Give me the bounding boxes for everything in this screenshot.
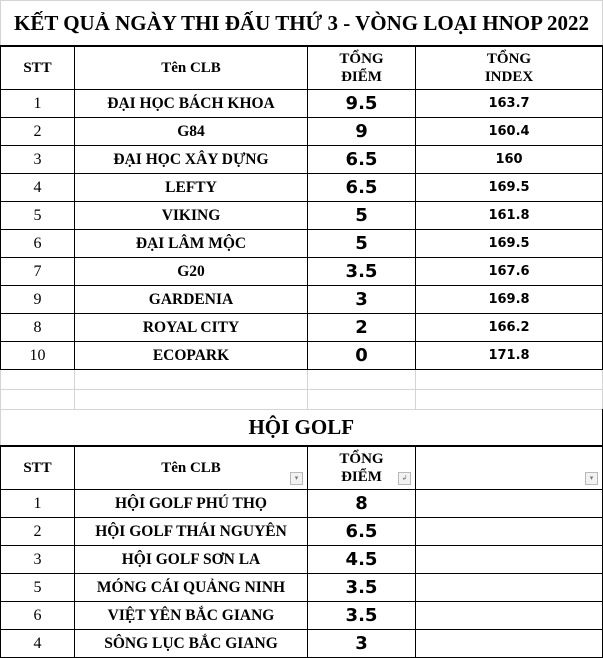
stt-cell[interactable]: 6 [1, 602, 75, 630]
results-row [1, 90, 603, 118]
stt-cell[interactable]: 2 [1, 518, 75, 546]
club-name-cell[interactable]: HỘI GOLF THÁI NGUYÊN [75, 518, 308, 546]
empty-cell[interactable] [416, 390, 603, 410]
club-name-cell[interactable]: VIỆT YÊN BẮC GIANG [75, 602, 308, 630]
empty-cell[interactable] [1, 370, 75, 390]
points-cell[interactable]: 6.5 [308, 146, 416, 174]
golf-row [1, 546, 603, 574]
points-cell[interactable]: 6.5 [308, 174, 416, 202]
points-cell[interactable]: 4.5 [308, 546, 416, 574]
stt-cell[interactable]: 7 [1, 258, 75, 286]
club-name-cell[interactable]: SÔNG LỤC BẮC GIANG [75, 630, 308, 658]
empty-row [1, 390, 603, 410]
club-name-cell[interactable]: ECOPARK [75, 342, 308, 370]
empty-row [1, 370, 603, 390]
results-row [1, 342, 603, 370]
golf-row [1, 602, 603, 630]
results-row [1, 286, 603, 314]
header-index-line2: INDEX [484, 69, 534, 85]
header-points-line2: ĐIỂM [341, 69, 382, 85]
index-cell[interactable]: 169.5 [416, 230, 603, 258]
index-cell[interactable]: 166.2 [416, 314, 603, 342]
index-cell[interactable]: 160 [416, 146, 603, 174]
header-stt: STT [1, 46, 75, 90]
results-row [1, 202, 603, 230]
index-cell[interactable]: 163.7 [416, 90, 603, 118]
results-title: KẾT QUẢ NGÀY THI ĐẤU THỨ 3 - VÒNG LOẠI HNOP 2022 [1, 1, 603, 47]
stt-cell[interactable]: 4 [1, 174, 75, 202]
header-points [308, 46, 416, 90]
results-row [1, 174, 603, 202]
club-name-cell[interactable]: G20 [75, 258, 308, 286]
stt-cell[interactable]: 1 [1, 90, 75, 118]
results-row [1, 118, 603, 146]
golf-header-extra [416, 446, 603, 490]
points-cell[interactable]: 9 [308, 118, 416, 146]
golf-row [1, 490, 603, 518]
filter-dropdown-icon[interactable]: ▾ [290, 472, 303, 485]
header-club: Tên CLB [75, 46, 308, 90]
blank-cell[interactable] [416, 546, 603, 574]
club-name-cell[interactable]: GARDENIA [75, 286, 308, 314]
club-name-cell[interactable]: G84 [75, 118, 308, 146]
stt-cell[interactable]: 6 [1, 230, 75, 258]
points-cell[interactable]: 2 [308, 314, 416, 342]
golf-header-row [1, 446, 603, 490]
points-cell[interactable]: 9.5 [308, 90, 416, 118]
club-name-cell[interactable]: HỘI GOLF SƠN LA [75, 546, 308, 574]
header-index [416, 46, 603, 90]
golf-header-club-label: Tên CLB [161, 460, 221, 476]
index-cell[interactable]: 167.6 [416, 258, 603, 286]
stt-cell[interactable]: 3 [1, 146, 75, 174]
points-cell[interactable]: 6.5 [308, 518, 416, 546]
blank-cell[interactable] [416, 518, 603, 546]
index-cell[interactable]: 161.8 [416, 202, 603, 230]
club-name-cell[interactable]: ĐẠI HỌC BÁCH KHOA [75, 90, 308, 118]
blank-cell[interactable] [416, 490, 603, 518]
empty-cell[interactable] [308, 370, 416, 390]
golf-row [1, 518, 603, 546]
header-points-line1: TỔNG [339, 51, 384, 67]
club-name-cell[interactable]: ĐẠI LÂM MỘC [75, 230, 308, 258]
stt-cell[interactable]: 5 [1, 574, 75, 602]
results-header-row [1, 46, 603, 90]
points-cell[interactable]: 5 [308, 202, 416, 230]
blank-cell[interactable] [416, 630, 603, 658]
results-row [1, 314, 603, 342]
stt-cell[interactable]: 9 [1, 286, 75, 314]
points-cell[interactable]: 0 [308, 342, 416, 370]
empty-cell[interactable] [75, 390, 308, 410]
points-cell[interactable]: 3.5 [308, 258, 416, 286]
results-row [1, 258, 603, 286]
empty-cell[interactable] [308, 390, 416, 410]
golf-header-points-line1: TỔNG [339, 451, 384, 467]
filter-dropdown-icon[interactable]: ▾ [585, 472, 598, 485]
stt-cell[interactable]: 1 [1, 490, 75, 518]
stt-cell[interactable]: 4 [1, 630, 75, 658]
golf-header-stt: STT [1, 446, 75, 490]
golf-row [1, 630, 603, 658]
club-name-cell[interactable]: HỘI GOLF PHÚ THỌ [75, 490, 308, 518]
club-name-cell[interactable]: LEFTY [75, 174, 308, 202]
stt-cell[interactable]: 3 [1, 546, 75, 574]
golf-header-points-line2: ĐIỂM [341, 469, 382, 485]
club-name-cell[interactable]: ROYAL CITY [75, 314, 308, 342]
results-row [1, 146, 603, 174]
index-cell[interactable]: 169.5 [416, 174, 603, 202]
points-cell[interactable]: 5 [308, 230, 416, 258]
points-cell[interactable]: 3.5 [308, 602, 416, 630]
club-name-cell[interactable]: MÓNG CÁI QUẢNG NINH [75, 574, 308, 602]
club-name-cell[interactable]: ĐẠI HỌC XÂY DỰNG [75, 146, 308, 174]
index-cell[interactable]: 160.4 [416, 118, 603, 146]
sort-descending-icon[interactable]: ↲ [398, 472, 411, 485]
blank-cell[interactable] [416, 602, 603, 630]
header-index-line1: TỔNG [486, 51, 532, 67]
empty-cell[interactable] [416, 370, 603, 390]
golf-header-club [75, 446, 308, 490]
golf-header-points [308, 446, 416, 490]
club-name-cell[interactable]: VIKING [75, 202, 308, 230]
stt-cell[interactable]: 10 [1, 342, 75, 370]
stt-cell[interactable]: 5 [1, 202, 75, 230]
points-cell[interactable]: 3 [308, 286, 416, 314]
empty-cell[interactable] [75, 370, 308, 390]
points-cell[interactable]: 3.5 [308, 574, 416, 602]
golf-row [1, 574, 603, 602]
blank-cell[interactable] [416, 574, 603, 602]
index-cell[interactable]: 171.8 [416, 342, 603, 370]
golf-title: HỘI GOLF [1, 410, 603, 447]
stt-cell[interactable]: 8 [1, 314, 75, 342]
points-cell[interactable]: 3 [308, 630, 416, 658]
empty-cell[interactable] [1, 390, 75, 410]
points-cell[interactable]: 8 [308, 490, 416, 518]
index-cell[interactable]: 169.8 [416, 286, 603, 314]
stt-cell[interactable]: 2 [1, 118, 75, 146]
results-row [1, 230, 603, 258]
